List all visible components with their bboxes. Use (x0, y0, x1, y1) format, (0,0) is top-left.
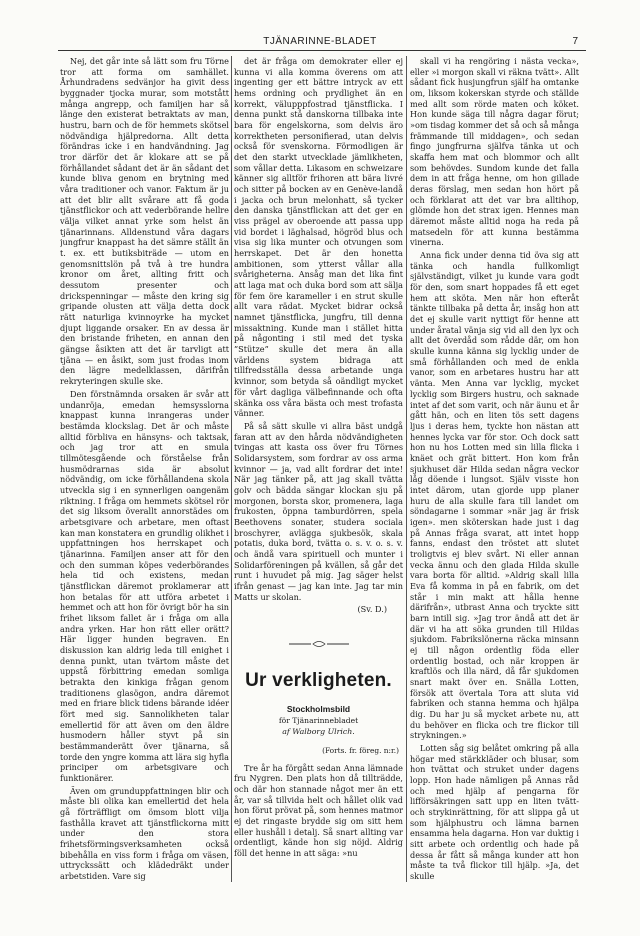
continued-note: (Forts. fr. föreg. n:r.) (322, 746, 399, 756)
article-title: Ur verkligheten. (245, 669, 392, 691)
column-divider (231, 56, 232, 882)
paragraph: Även om grunduppfattningen blir och måste bli olika kan emellertid det hela gå förträffligt om ömsom blott vilja fasthålla kravet att tjänstflickorna mitt under den stora frihetsförmingsverksamheten också bibehålla en viss form i fråga om väsen, uttryckssätt och klädedräkt under arbetstiden. Vare sig (60, 785, 229, 882)
article-source: (Sv. D.) (357, 604, 387, 615)
column-3 (410, 56, 579, 882)
column-divider (406, 56, 407, 882)
page-number: 7 (572, 36, 578, 47)
paragraph: Tre år ha förgått sedan Anna lämnade fru Nygren. Den plats hon då tillträdde, och där hon stannade något mer än ett år, var så tillvida helt och hållet olik vad hon förut prövat på, som hennes matmor ej det ringaste brydde sig om sitt hem eller hushåll i detalj. Så snart allting var ordentligt, kände hon sig nöjd. Aldrig föll det henne in att säga: »nu (234, 762, 403, 859)
paragraph: Anna fick under denna tid öva sig att tänka och handla fullkomligt självständigt, vilket ju kunde vara godt för den, som snart hoppades få ett eget hem att sköta. Men när hon efteråt tänkte tillbaka på detta år, insåg hon att det ej skulle varit nyttigt för henne att under åratal vänja sig vid all den lyx och allt det överdåd som rådde där, om hon skulle kunna känna sig lycklig under de små förhållanden och med de enkla vanor, som en arbetares hustru har att vänta. Men Anna var lycklig, mycket lycklig som Birgers hustru, och saknade intet af det som varit, och när äunu et år gått hän, och en liten tös sett dagens ljus i deras hem, tyckte hon nästan att hennes lycka var för stor. Och dock satt hon nu hos Lotten med sin lilla flicka i knäet och grät bittert. Hon kom från sjukhuset där Hilda sedan några veckor låg döende i lungsot. Själv visste hon intet därom, utan gjorde upp planer huru de alla skulle fara till landet om söndagarne i sommar »när jag är frisk igen». men sköterskan hade just i dag på Annas fråga svarat, att intet hopp fanns, endast den tröstet att slutet troligtvis ej blev svårt. Ni eller annan vecka ännu och den glada Hilda skulle vara borta för alltid. »Aldrig skall lilla Eva få komma in på en fabrik, om det står i min makt att hålla henne därifrån», utbrast Anna och tryckte sitt barn intill sig. »Jag tror ändå att det är där vi ha att söka grunden till Hildas sjukdom. Fabrikslönerna räcka minsann ej till någon ordentlig föda eller ordentlig bostad, och när kroppen är kraftlös och illa närd, då får sjukdomen snart makt över en. Snälla Lotten, försök att övertala Tora att sluta vid fabriken och stanna hemma och hjälpa dig. Du har ju så mycket arbete nu, att du behöver en flicka och tre flickor till strykningen.» (410, 250, 579, 741)
article-for-line: för Tjänarinnebladet (278, 715, 359, 725)
column-1 (60, 56, 229, 882)
paragraph: Den förstnämnda orsaken är svår att undanröja, emedan hemsysslorna knappast kunna inrangeras under bestämda klockslag. Det är och måste alltid förbliva en hänsyns- och taktsak, och jag tror att en smula tillmötesgående och förståelse från husmödrarnas sida är absolut nödvändig, om icke förhållandena skola utveckla sig i en synnerligen oangenäm riktning. I fråga om hemmets skötsel rör det sig liksom överallt annorstädes om arbetsgivare och arbetare, men oftast kan man konstatera en grundlig olikhet i uppfattningen hos herrskapet och tjänarinna. Familjen anser att för den och den summan köpes vederbörandes hela tid och existens, medan tjänstflickan däremot proklamerar att hon betalas för att utföra arbetet i hemmet och att hon för övrigt bör ha sin frihet liksom fallet är i fråga om alla andra yrken. Har hon rätt eller orätt? Här ligger hunden begraven. En diskussion kan aldrig leda till enighet i denna punkt, utan tvärtom måste det uppstå förbittring emedan somliga betrakta den kinkiga frågan genom traditionens glasögon, andra däremot med en friare blick tidens bärande idéer fört med sig. Sannolikheten talar emellertid för att även om den äldre husmodern håller styvt på sin bestämmanderätt över tjänarna, så torde den yngre komma att lära sig hyfla principer om arbetsgivare och funktionärer. (60, 388, 229, 784)
publication-title: TJÄNARINNE-BLADET (263, 36, 377, 47)
column-2 (234, 56, 403, 882)
article-subtitle: Stockholmsbild (286, 703, 351, 714)
header-rule (58, 50, 586, 51)
paragraph: skall vi ha rengöring i nästa vecka», eller »i morgon skall vi räkna tvätt». Allt sådant fick husjungfrun själf ha omtanke om, liksom kokerskan styrde och ställde med allt som rörde maten och köket. Hon kunde säga till några dagar förut; »om tisdag kommer det så och så många främmande till middagen», och sedan fingo jungfrurna själfva tänka ut och skaffa hem mat och blommor och allt som behövdes. Sundom kunde det falla dem in att fråga henne, om hon gillade deras förslag, men sedan hon hört på och förklarat att det var bra alltihop, glömde hon det strax igen. Hennes man däremot måste alltid noga ha reda på matsedeln för att kunna bestämma vinerna. (410, 56, 579, 248)
paragraph: Lotten såg sig belåtet omkring på alla högar med stärkkläder och blusar, som hon tvättat och struket under dagens lopp. Hon hade nämligen på Annas råd och med hjälp af pengarna för lifförsäkringen satt upp en liten tvätt- och strykinrättning, för att slippa gå ut som hjälphustru och lämna barnen ensamma hela dagarna. Hon var duktig i sitt arbete och ordentlig och hade på dessa år fått så många kunder att hon måste ta två flickor till hjälp. »Ja, det skulle (410, 743, 579, 882)
ornament-divider-icon (289, 639, 349, 649)
paragraph: Nej, det går inte så lätt som fru Törne tror att forma om samhället. Århundradens sedvänjor ha givit dess byggnader tjocka murar, som motstått många angrepp, och familjen har så länge den existerat betraktats av man, hustru, barn och de för hemmets skötsel nödvändiga hjälpredorna. Allt detta förändras icke i en handvändning. Jag tror därför det är klokare att se på förhållandet sådant det är än sådant det kunde bliva genom en brytning med våra traditioner och vanor. Faktum är ju att det blir allt svårare att få goda tjänstflickor och att vederbörande hellre välja vilket annat yrke som helst än tjänarinnans. Alldenstund våra dagars jungfrur knappast ha det sämre ställt än t. ex. ett butiksbiträde — utom en genomsnittslön på två à tre hundra kronor om året, allting fritt och dessutom presenter och drickspenningar — måste den kring sig gripande olusten att välja detta dock rätt naturliga kvinnoyrke ha mycket djupt liggande orsaker. En av dessa är den bristande friheten, en annan den gängse åsikten att det är tarvligt att tjäna — en åsikt, som just frodas inom den lägre medelklassen, därifrån rekryteringen skulle ske. (60, 56, 229, 387)
paragraph: På så sätt skulle vi allra bäst undgå faran att av den hårda nödvändigheten tvingas att kasta oss över fru Törnes Solidarsystem, som fordrar av oss arma kvinnor — ja, vad allt fordrar det inte! När jag tänker på, att jag skall tvätta golv och bädda sängar klockan sju på morgonen, borsta skor, promenera, laga frukosten, öppna tamburdörren, spela Beethovens sonater, studera sociala broschyrer, avlägga sjukbesök, skala potatis, duka bord, tvätta o. s. v. o. s. v. och ändå vara spirituell och munter i Solidarföreningen på kvällen, så går det runt i huvudet på mig. Jag säger helst ifrån genast — jag kan inte. Jag tar min Matts ur skolan. (234, 420, 403, 602)
paragraph: det är fråga om demokrater eller ej kunna vi alla komma överens om att ingenting ger ett bättre intryck av ett hems ordning och prydlighet än en korrekt, välupppfostrad tjänstflicka. I denna punkt stå danskorna tillbaka inte bara för engelskorna, som delvis äro korrektheten personifierad, utan delvis också för svenskorna. Förmodligen är det den starkt utvecklade jämlikheten, som vållar detta. Likasom en schweizare känner sig alltför frihoren att bära livré och sitter på bocken av en Genève-landå i jacka och brun melonhatt, så tycker den danska tjänstflickan att det ger en viss prägel av oberoende att passa upp vid bordet i läghalsad, högröd blus och visa sig lika munter och otvungen som herrskapet. Det är den honetta ambitionen, som ytterst vållar alla svårigheterna. Ansåg man det lika fint att laga mat och duka bord som att sälja för fem öre karameller i en strut skulle allt vara rädat. Mycket bidrar också namnet tjänstflicka, jungfru, till denna missaktning. Kunde man i stället hitta på någonting i stil med det tyska ”Stütze” skulle det mera än alla världens system bidraga att tillfredsställa dessa arbetande unga kvinnor, som betyda så oändligt mycket för vårt dagliga välbefinnande och ofta skänka oss våra bästa och mest trofasta vänner. (234, 56, 403, 419)
page-header (0, 36, 640, 50)
article-author: af Walborg Ulrich. (282, 726, 355, 736)
